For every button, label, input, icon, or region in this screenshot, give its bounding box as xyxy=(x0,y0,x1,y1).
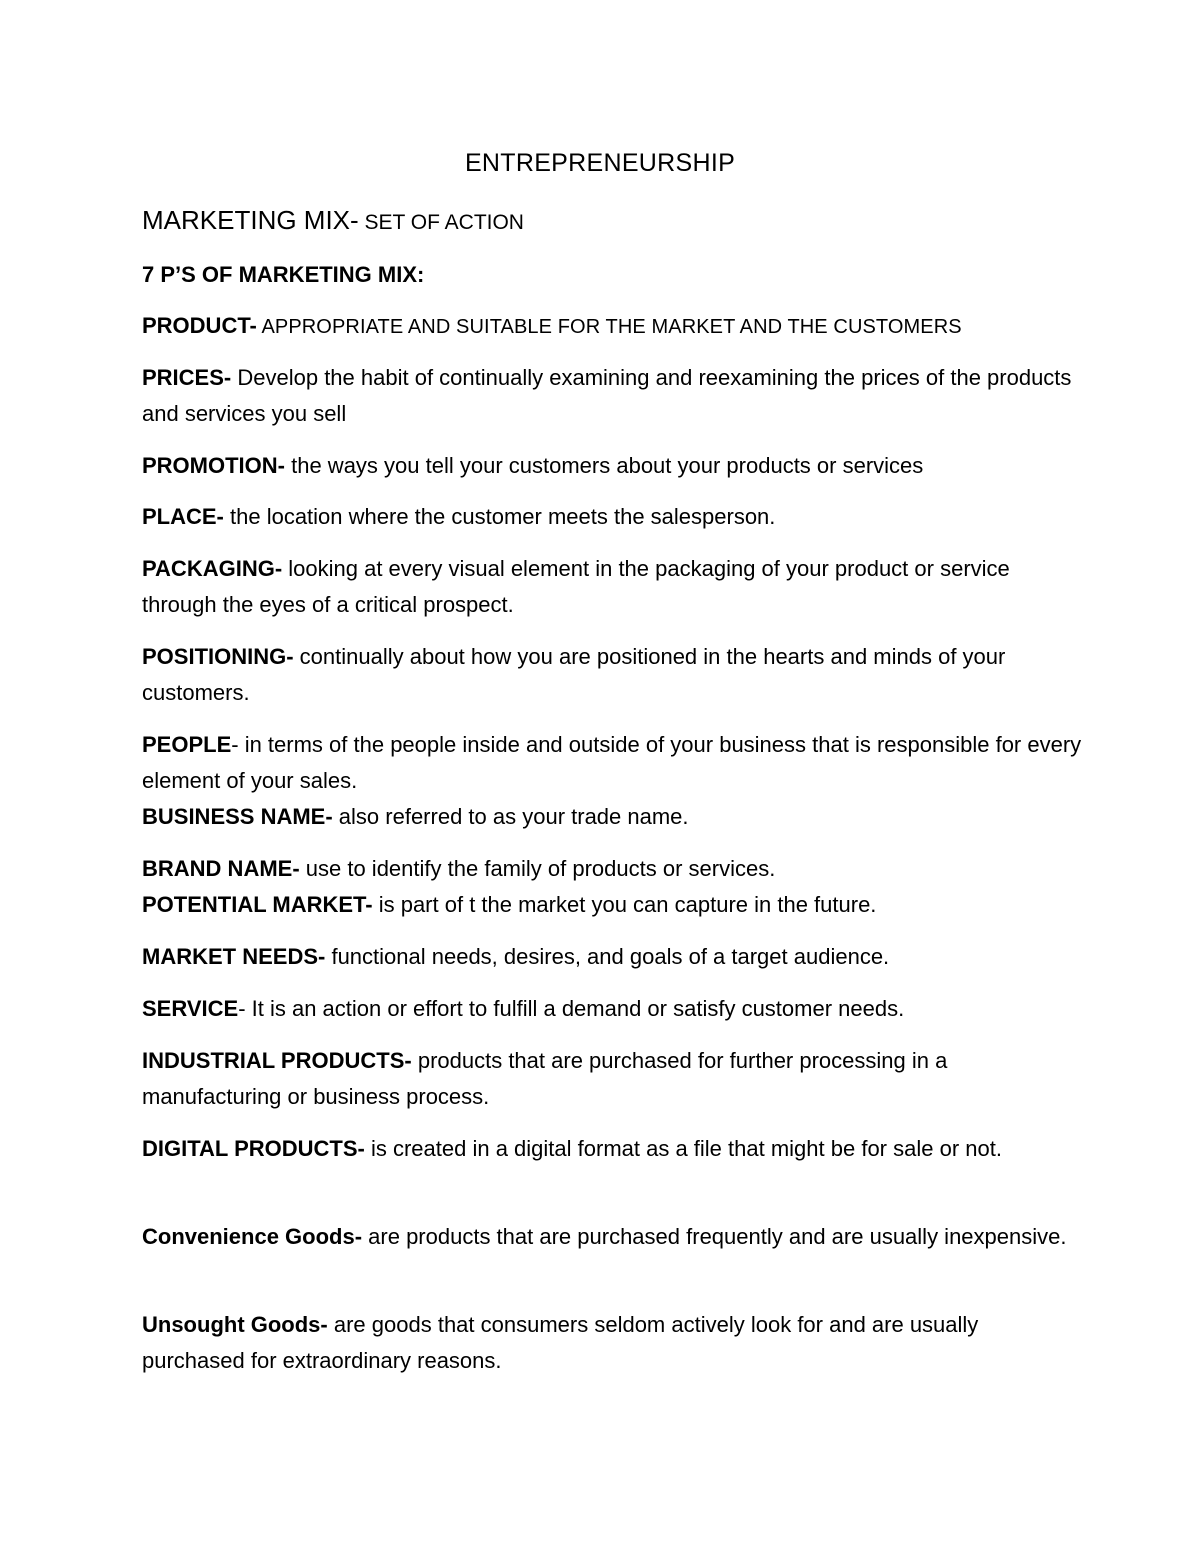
entry-term: DIGITAL PRODUCTS- xyxy=(142,1136,365,1161)
entry-definition: are goods that consumers seldom actively look for and are usually purchased for extraordinary reasons. xyxy=(142,1312,979,1373)
seven-ps-heading: 7 P’S OF MARKETING MIX: xyxy=(142,262,425,287)
entry-definition: APPROPRIATE AND SUITABLE FOR THE MARKET AND THE CUSTOMERS xyxy=(256,316,962,338)
entry-term: PRODUCT- xyxy=(142,313,257,338)
marketing-mix-definition: SET OF ACTION xyxy=(358,211,524,234)
entry-term: PROMOTION- xyxy=(142,453,285,478)
entry-definition: products that are purchased for further processing in a manufacturing or business process. xyxy=(142,1048,948,1109)
entry-definition: are products that are purchased frequently and are usually inexpensive. xyxy=(362,1224,1067,1249)
entry-business-name xyxy=(142,799,1082,835)
entry-convenience-goods xyxy=(142,1219,1082,1255)
entry-term: BUSINESS NAME- xyxy=(142,804,333,829)
marketing-mix-heading xyxy=(142,202,1082,243)
entry-brand-name xyxy=(142,851,1082,887)
entry-term: INDUSTRIAL PRODUCTS- xyxy=(142,1048,412,1073)
entry-definition: functional needs, desires, and goals of a target audience. xyxy=(325,944,890,969)
entry-term: PRICES- xyxy=(142,365,232,390)
entry-place xyxy=(142,499,1082,535)
entry-definition: is created in a digital format as a file that might be for sale or not. xyxy=(364,1136,1002,1161)
entry-unsought-goods xyxy=(142,1307,1082,1379)
entry-term: Unsought Goods- xyxy=(142,1312,328,1337)
entry-term: POTENTIAL MARKET- xyxy=(142,892,373,917)
marketing-mix-term: MARKETING MIX- xyxy=(142,205,359,235)
entry-positioning xyxy=(142,639,1082,711)
entry-people xyxy=(142,727,1082,799)
document-title: ENTREPRENEURSHIP xyxy=(464,149,736,177)
entry-definition: is part of t the market you can capture in the future. xyxy=(372,892,877,917)
entry-term: PACKAGING- xyxy=(142,556,283,581)
entry-term: POSITIONING- xyxy=(142,644,294,669)
entry-definition: use to identify the family of products or services. xyxy=(299,856,776,881)
entry-potential-market xyxy=(142,887,1082,923)
entry-definition: continually about how you are positioned in the hearts and minds of your customers. xyxy=(142,644,1006,705)
entry-term: Convenience Goods- xyxy=(142,1224,363,1249)
entry-definition: the ways you tell your customers about your products or services xyxy=(285,453,924,478)
entry-service xyxy=(142,991,1082,1027)
entry-term: MARKET NEEDS- xyxy=(142,944,326,969)
entry-definition: - It is an action or effort to fulfill a demand or satisfy customer needs. xyxy=(238,996,905,1021)
entry-definition: - in terms of the people inside and outside of your business that is responsible for every element of your sales. xyxy=(142,732,1082,793)
entry-definition: also referred to as your trade name. xyxy=(332,804,689,829)
entry-term: PEOPLE xyxy=(142,732,232,757)
entry-term: PLACE- xyxy=(142,504,224,529)
entry-prices xyxy=(142,360,1082,432)
entry-market-needs xyxy=(142,939,1082,975)
entry-term: BRAND NAME- xyxy=(142,856,300,881)
entry-definition: Develop the habit of continually examining and reexamining the prices of the products and services you sell xyxy=(142,365,1072,426)
entry-promotion xyxy=(142,448,1082,484)
entry-definition: looking at every visual element in the packaging of your product or service through the eyes of a critical prospect. xyxy=(142,556,1010,617)
entry-digital-products xyxy=(142,1131,1082,1167)
entry-packaging xyxy=(142,551,1082,623)
entry-definition: the location where the customer meets the salesperson. xyxy=(223,504,776,529)
entry-product xyxy=(142,308,1082,345)
entry-term: SERVICE xyxy=(142,996,239,1021)
entry-industrial-products xyxy=(142,1043,1082,1115)
